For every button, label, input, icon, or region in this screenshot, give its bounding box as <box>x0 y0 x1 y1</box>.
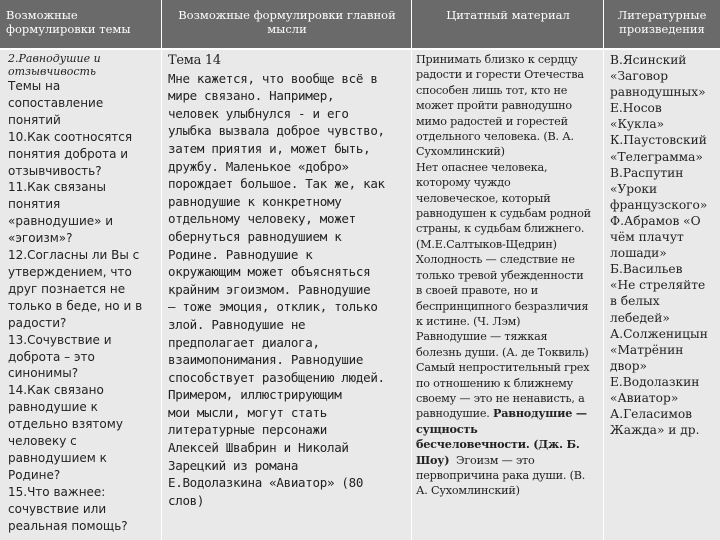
literary-work-line: «Кукла» <box>610 117 665 132</box>
literary-work-line: Б.Васильев <box>610 262 683 277</box>
literary-work-line: А.Солженицын <box>610 326 708 341</box>
literary-work-line: «Телеграмма» <box>610 149 703 164</box>
literary-work-line: двор» <box>610 358 647 373</box>
main-idea-line: Примером, иллюстрирующим <box>168 387 342 403</box>
literary-work-line: В.Ясинский <box>610 53 687 67</box>
quote-line: Равнодушие — тяжкая <box>416 330 548 344</box>
topic-line: «равнодушие» и <box>8 214 114 229</box>
quote-line: отдельного человека. (В. А. <box>416 130 574 144</box>
main-idea-line: затем приятия и, может быть, <box>168 140 371 156</box>
main-idea-line: равнодушие к конкретному <box>168 193 342 209</box>
topic-line: утверждением, что <box>8 264 132 279</box>
main-idea-line: Родине. Равнодушие к <box>168 246 313 262</box>
topic-line: реальная помощь? <box>8 518 128 533</box>
literary-work-line: «Матрёнин <box>610 342 684 357</box>
quote-bold-text: Шоу) <box>416 452 450 467</box>
quote-line: равнодушен к судьбам родной <box>416 207 591 221</box>
header-divider <box>0 48 720 50</box>
quote-line: болезнь души. (А. де Токвиль) <box>416 345 589 359</box>
main-idea-line: мире связано. Например, <box>168 88 335 104</box>
main-idea-line: слов) <box>168 492 205 508</box>
quote-line: в своей правоте, но и <box>416 284 539 298</box>
quote-line: радости и горести Отечества <box>416 68 584 82</box>
literary-works-cell <box>610 52 718 438</box>
quote-line: по отношению к ближнему <box>416 376 573 390</box>
literary-work-line: «Заговор <box>610 69 669 84</box>
quote-bold-text: Равнодушие — <box>492 406 587 421</box>
topic-line: доброта – это <box>8 349 95 364</box>
topic-line: понятия <box>8 197 61 212</box>
main-idea-line: – тоже эмоция, отклик, только <box>168 299 378 315</box>
quote-line: Самый непростительный грех <box>416 361 590 375</box>
quote-line: человеческое, который <box>416 191 551 205</box>
quote-bold-line: сущность <box>416 421 478 436</box>
literary-work-line: в белых <box>610 294 660 309</box>
quote-line: Сухомлинский) <box>416 145 505 159</box>
quote-line: к истине. (Ч. Лэм) <box>416 314 521 328</box>
main-idea-line: окружающим может объясняться <box>168 264 371 280</box>
quote-line: Холодность — следствие не <box>416 253 575 267</box>
main-idea-line: порождает большое. Так же, как <box>168 176 385 192</box>
quote-line: беспринципного безразличия <box>416 299 589 313</box>
topic-line: 15.Что важнее: <box>8 484 106 499</box>
main-idea-line: улыбка вызвала доброе чувство, <box>168 123 385 139</box>
quote-bold-line: бесчеловечности. (Дж. Б. <box>416 437 580 452</box>
literary-work-line: Ф.Абрамов «О <box>610 213 701 228</box>
literary-work-line: А.Геласимов <box>610 407 693 422</box>
quote-line: может пройти равнодушно <box>416 99 572 113</box>
topic-line: равнодушие к <box>8 400 98 415</box>
main-idea-line: обернуться равнодушием к <box>168 228 342 244</box>
quote-line <box>416 406 606 421</box>
topic-line: отзывчивость? <box>8 163 102 178</box>
literary-work-line: В.Распутин <box>610 165 684 180</box>
quote-line: первопричина рака души. (В. <box>416 468 586 482</box>
main-idea-line: мои мысли, могут стать <box>168 404 327 420</box>
topic-line: друг познается не <box>8 281 126 296</box>
quote-text: Эгоизм — это <box>449 453 535 467</box>
quote-line: способен лишь тот, кто не <box>416 83 568 97</box>
topic-line: синонимы? <box>8 366 79 381</box>
topic-line: 10.Как соотносятся <box>8 129 133 144</box>
main-idea-line: взаимопонимания. Равнодушие <box>168 352 364 368</box>
topic-line: радости? <box>8 315 67 330</box>
quote-line: которому чуждо <box>416 176 511 190</box>
quote-line: А. Сухомлинский) <box>416 484 520 498</box>
topic-line: человеку с <box>8 434 77 449</box>
main-idea-line: Зарецкий из романа <box>168 457 299 473</box>
main-idea-line: отдельному человеку, может <box>168 211 356 227</box>
topic-line: понятий <box>8 112 61 127</box>
topic-line: равнодушием к <box>8 450 107 465</box>
literary-work-line: лошади» <box>610 246 667 261</box>
main-idea-cell <box>168 52 408 509</box>
topic-title: отзывчивость <box>8 65 96 78</box>
literary-work-line: Жажда» и др. <box>610 423 700 438</box>
quote-line: мимо радостей и горестей <box>416 114 568 128</box>
quote-line: Нет опаснее человека, <box>416 160 548 174</box>
quote-line: (М.Е.Салтыков-Щедрин) <box>416 237 557 251</box>
topic-line: Родине? <box>8 467 61 482</box>
literary-work-line: «Авиатор» <box>610 390 679 405</box>
main-idea-line: способствует разобщению людей. <box>168 369 385 385</box>
topic-line: отдельно взятому <box>8 417 123 432</box>
main-idea-line: литературные персонажи <box>168 422 327 438</box>
literary-work-line: К.Паустовский <box>610 133 707 148</box>
topic-line: 12.Согласны ли Вы с <box>8 248 140 263</box>
main-idea-line: крайним эгоизмом. Равнодушие <box>168 281 371 297</box>
main-idea-line: человек улыбнулся - и его <box>168 105 349 121</box>
quote-line: Принимать близко к сердцу <box>416 53 578 66</box>
literary-work-line: «Не стреляйте <box>610 278 706 293</box>
quote-text: равнодушие. <box>416 407 493 421</box>
header-main-idea: Возможные формулировки главной мысли <box>178 8 396 36</box>
topic-line: 14.Как связано <box>8 383 104 398</box>
topic-line: сочувствие или <box>8 501 107 516</box>
quote-line: только тревой убежденности <box>416 268 584 282</box>
main-idea-line: Е.Водолазкина «Авиатор» (80 <box>168 475 364 491</box>
main-idea-line: предполагает диалога, <box>168 334 320 350</box>
literary-work-line: чём плачут <box>610 230 684 245</box>
header-topic-formulations: Возможные формулировки темы <box>6 8 131 36</box>
quote-line <box>416 453 606 468</box>
literary-work-line: равнодушных» <box>610 85 706 100</box>
header-literary-works: Литературные произведения <box>617 8 707 36</box>
main-idea-line: Мне кажется, что вообще всё в <box>168 70 378 86</box>
quotes-cell <box>416 52 606 499</box>
topic-title: 2.Равнодушие и <box>8 52 101 65</box>
table-header <box>0 0 720 48</box>
literary-work-line: французского» <box>610 197 708 212</box>
topic-formulations-cell <box>8 52 160 534</box>
literary-work-line: Е.Водолазкин <box>610 374 700 389</box>
main-idea-line: злой. Равнодушие не <box>168 316 306 332</box>
quote-line: своему — это не ненависть, а <box>416 391 585 405</box>
topic-line: «эгоизм»? <box>8 231 73 246</box>
quote-line: страны, к судьбам ближнего. <box>416 222 585 236</box>
topic-line: 13.Сочувствие и <box>8 332 112 347</box>
topic-line: понятия доброта и <box>8 146 129 161</box>
literary-work-line: Е.Носов <box>610 101 662 116</box>
header-quotes: Цитатный материал <box>446 8 570 22</box>
topic-line: сопоставление <box>8 95 104 110</box>
topic-line: 11.Как связаны <box>8 180 106 195</box>
column-divider <box>411 0 412 540</box>
column-divider <box>161 0 162 540</box>
literary-work-line: «Уроки <box>610 181 658 196</box>
theme-title: Тема 14 <box>168 53 221 68</box>
main-idea-line: Алексей Швабрин и Николай <box>168 440 349 456</box>
topic-line: только в беде, но и в <box>8 298 143 313</box>
main-idea-line: дружбу. Маленькое «добро» <box>168 158 349 174</box>
literary-work-line: лебедей» <box>610 310 670 325</box>
topic-line: Темы на <box>8 79 61 93</box>
